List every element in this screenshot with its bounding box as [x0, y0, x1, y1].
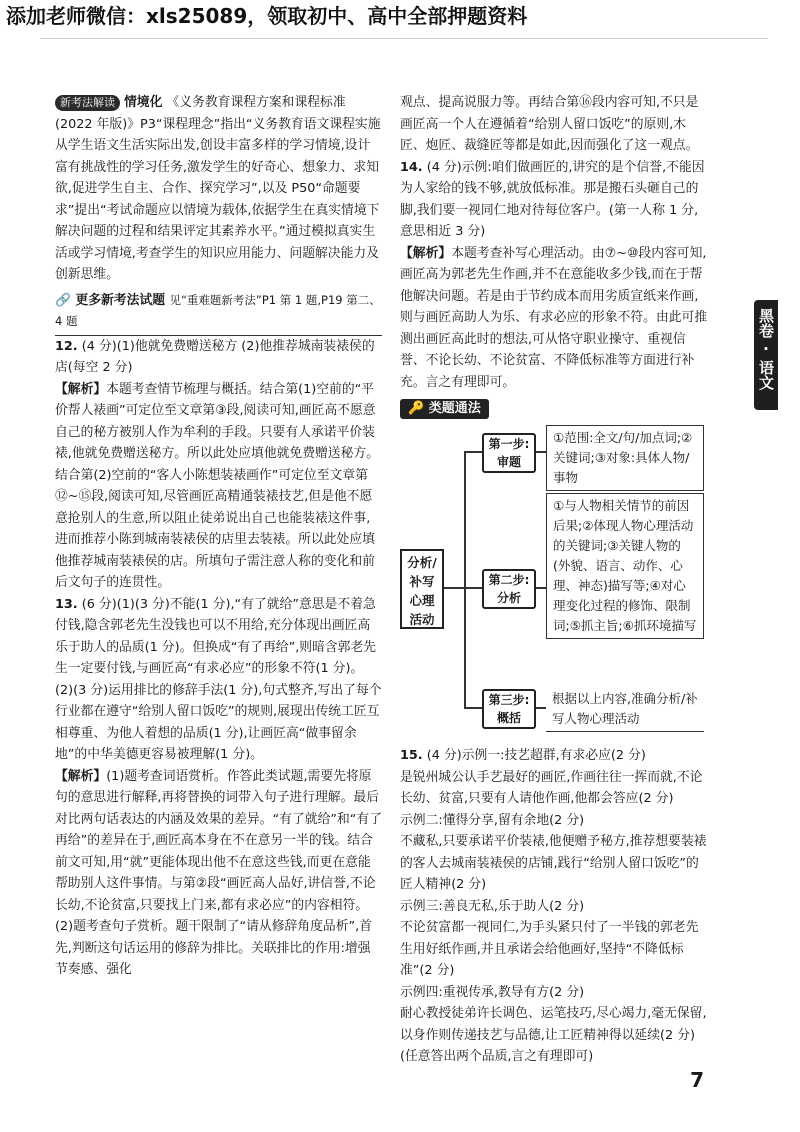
- q14-number: 14.: [400, 159, 423, 175]
- mindmap-step-3: [482, 689, 536, 729]
- mindmap-step-2: [482, 569, 536, 609]
- mindmap-connector: [464, 587, 482, 589]
- q14-answer-text: (4 分)示例:咱们做画匠的,讲究的是个信誉,不能因为人家给的钱不够,就放低标准。那是搬石头砸自己的脚,我们要一视同仁地对待每位客户。(第一人称 1 分,意思相近 3 分): [400, 159, 705, 239]
- mindmap-connector: [464, 451, 466, 709]
- q12-analysis-text: 本题考查情节梳理与概括。结合第(1)空前的“平价帮人裱画”可定位至文章第③段,阅读可知,画匠高不愿意自己的秘方被别人作为牟利的手段。只要有人承诺平价装裱,他就免费赠送秘方。所以此处应填他就免费赠送秘方。结合第(2)空前的“客人小陈想装裱画作”可定位至文章第⑫~⑮段,阅读可知,尽管画匠高精通装裱技艺,但是他不愿意抢别人的生意,所以阻止徒弟说出自己也能装裱这件事,进而推荐小陈到城南装裱侯的店里去装裱。所以此处应填他推荐城南装裱侯的店。所填句子需注意人称的变化和前后文句子的连贯性。: [55, 381, 379, 590]
- left-column: [55, 92, 382, 981]
- q15-example-4-title: 示例四:重视传承,教导有方(2 分): [400, 984, 585, 1000]
- step-1-subtitle: 审题: [496, 455, 521, 469]
- q12-answer-text: (4 分)(1)他就免费赠送秘方 (2)他推荐城南装裱侯的店(每空 2 分): [55, 338, 375, 375]
- step-2-subtitle: 分析: [496, 591, 521, 605]
- step-2-title: 第二步:: [488, 573, 530, 587]
- q15-example-3: 不论贫富都一视同仁,为手头紧只付了一半钱的郭老先生用好纸作画,并且承诺会给他画好,坚持“不降低标准”(2 分): [400, 920, 699, 978]
- method-title-text: 类题通法: [428, 401, 481, 416]
- q12-analysis-label: 【解析】: [55, 381, 107, 397]
- q14-answer: [400, 157, 710, 243]
- scan-edge-line: [40, 38, 768, 39]
- mindmap-step-3-content: 根据以上内容,准确分析/补写人物心理活动: [546, 687, 704, 732]
- q15-example-2: 不藏私,只要承诺平价装裱,他便赠予秘方,推荐想要装裱的客人去城南装裱侯的店铺,践行“给别人留口饭吃”的匠人精神(2 分): [400, 834, 707, 892]
- q13-answer: [55, 594, 382, 680]
- q15-answer-text: (4 分)示例一:技艺超群,有求必应(2 分): [426, 748, 646, 763]
- mindmap-connector: [464, 451, 482, 453]
- watermark-banner: 添加老师微信：xls25089，领取初中、高中全部押题资料: [6, 4, 528, 28]
- step-1-title: 第一步:: [488, 437, 530, 451]
- q14-analysis: [400, 243, 710, 394]
- top-continuation: 观点、提高说服力等。再结合第⑯段内容可知,不只是画匠高一个人在遵循着“给别人留口饭吃”的原则,木匠、炮匠、裁缝匠等都是如此,因而强化了这一观点。: [400, 95, 699, 153]
- q14-analysis-label: 【解析】: [400, 245, 452, 261]
- mindmap-step-1: [482, 433, 536, 473]
- intro-text: 《义务教育课程方案和课程标准(2022 年版)》P3“课程理念”指出“义务教育语文课程实施从学生语文生活实际出发,创设丰富多样的学习情境,设计富有挑战性的学习任务,激发学生的好奇心、想象力、求知欲,促进学生自主、合作、探究学习”,以及 P50“命题要求”提出“考试命题应以情境为载体,依据学生在真实情境下解决问题的过程和结果评定其素养水平。”通过模拟真实生活或学习情境,考查学生的知识应用能力、问题解决能力及创新思维。: [55, 95, 381, 282]
- mindmap-connector: [536, 451, 546, 453]
- q13-number: 13.: [55, 596, 78, 612]
- link-icon: 🔗: [55, 292, 71, 308]
- mindmap-root: [400, 549, 444, 629]
- q15-example-4: 耐心教授徒弟许长调色、运笔技巧,尽心竭力,毫无保留,以身作则传递技艺与品德,让工匠精神得以延续(2 分)(任意答出两个品质,言之有理即可): [400, 1006, 707, 1064]
- side-tab: [754, 300, 778, 410]
- q14-analysis-text: 本题考查补写心理活动。由⑦~⑩段内容可知,画匠高为郭老先生作画,并不在意能收多少钱,而在于帮他解决问题。若是由于节约成本而用劣质宣纸来作画,则与画匠高助人为乐、有求必应的形象不符。由此可推测出画匠高此时的想法,可从恪守职业操守、重视信誉、不论长幼、不论贫富、不降低标准等方面进行补充。言之有理即可。: [400, 245, 708, 390]
- side-tab-line2: 语文: [757, 360, 775, 390]
- q13-answer-text-1: (6 分)(1)(3 分)不能(1 分),“有了就给”意思是不着急付钱,隐含郭老先生没钱也可以不用给,充分体现出画匠高乐于助人的品质(1 分)。但换成“有了再给”,则暗含郭老先生一定要付钱,与画匠高“有求必应”的形象不符(1 分)。: [55, 596, 377, 676]
- more-title: 更多新考法试题: [75, 292, 165, 308]
- step-3-title: 第三步:: [488, 693, 530, 707]
- q15-number: 15.: [400, 748, 423, 763]
- q13-analysis-text: (1)题考查词语赏析。作答此类试题,需要先将原句的意思进行解释,再将替换的词带入句子进行理解。最后对比两句话表达的内涵及效果的差异。“有了就给”和“有了再给”的差异在于,画匠高本身在不在意另一半的钱。结合前文可知,用“就”更能体现出他不在意这些钱,而更在意能帮助别人这件事情。与第②段“画匠高人品好,讲信誉,不论长幼,不论贫富,只要找上门来,都有求必应”的内容相符。(2)题考查句子赏析。题干限制了“请从修辞角度品析”,首先,判断这句话运用的修辞为排比。关联排比的作用:增强节奏感、强化: [55, 768, 383, 977]
- mindmap-root-line: 分析/: [407, 555, 437, 570]
- method-mindmap: [400, 427, 710, 727]
- q13-answer-2: (2)(3 分)运用排比的修辞手法(1 分),句式整齐,写出了每个行业都在遵守“给别人留口饭吃”的规则,展现出传统工匠互相尊重、为他人着想的品质(1 分),让画匠高“做事留余地”的中华美德更容易被理解(1 分)。: [55, 682, 382, 762]
- step-3-subtitle: 概括: [496, 711, 521, 725]
- q15-example-2-title: 示例二:懂得分享,留有余地(2 分): [400, 812, 585, 828]
- more-ref: 见“重难题新考法”P1 第 1 题,P19 第二、4 题: [55, 292, 381, 328]
- intro-paragraph: [55, 92, 382, 286]
- q13-analysis-label: 【解析】: [55, 768, 107, 784]
- q15-example-1: 是锐州城公认手艺最好的画匠,作画往往一挥而就,不论长幼、贫富,只要有人请他作画,他都会答应(2 分): [400, 769, 703, 806]
- intro-keyword: 情境化: [124, 95, 163, 110]
- mindmap-step-2-content: ①与人物相关情节的前因后果;②体现人物心理活动的关键词;③关键人物的(外貌、语言、动作、心理、神态)描写等;④对心理变化过程的修饰、限制词;⑤抓主旨;⑥抓环境描写: [546, 493, 704, 639]
- more-questions: [55, 290, 382, 336]
- side-tab-dot: ·: [763, 340, 769, 358]
- mindmap-root-line: 心理: [409, 593, 435, 608]
- q12-number: 12.: [55, 338, 78, 354]
- side-tab-line1: 黑卷: [757, 308, 775, 338]
- q12-analysis: [55, 379, 382, 594]
- mindmap-root-line: 活动: [409, 612, 435, 627]
- q15-example-3-title: 示例三:善良无私,乐于助人(2 分): [400, 898, 585, 914]
- mindmap-step-1-content: ①范围:全文/句/加点词;②关键词;③对象:具体人物/事物: [546, 425, 704, 491]
- mindmap-connector: [536, 587, 546, 589]
- q12-answer: [55, 336, 382, 379]
- key-icon: 🔑: [408, 401, 425, 416]
- mindmap-connector: [444, 587, 464, 589]
- intro-badge: 新考法解读: [55, 95, 120, 111]
- page-number: 7: [690, 1068, 704, 1092]
- mindmap-connector: [536, 707, 546, 709]
- mindmap-root-line: 补写: [409, 574, 435, 589]
- method-title: [400, 399, 489, 419]
- q15-answer: [400, 745, 710, 767]
- right-column: [400, 92, 710, 1068]
- q13-analysis: [55, 766, 382, 981]
- mindmap-connector: [464, 707, 482, 709]
